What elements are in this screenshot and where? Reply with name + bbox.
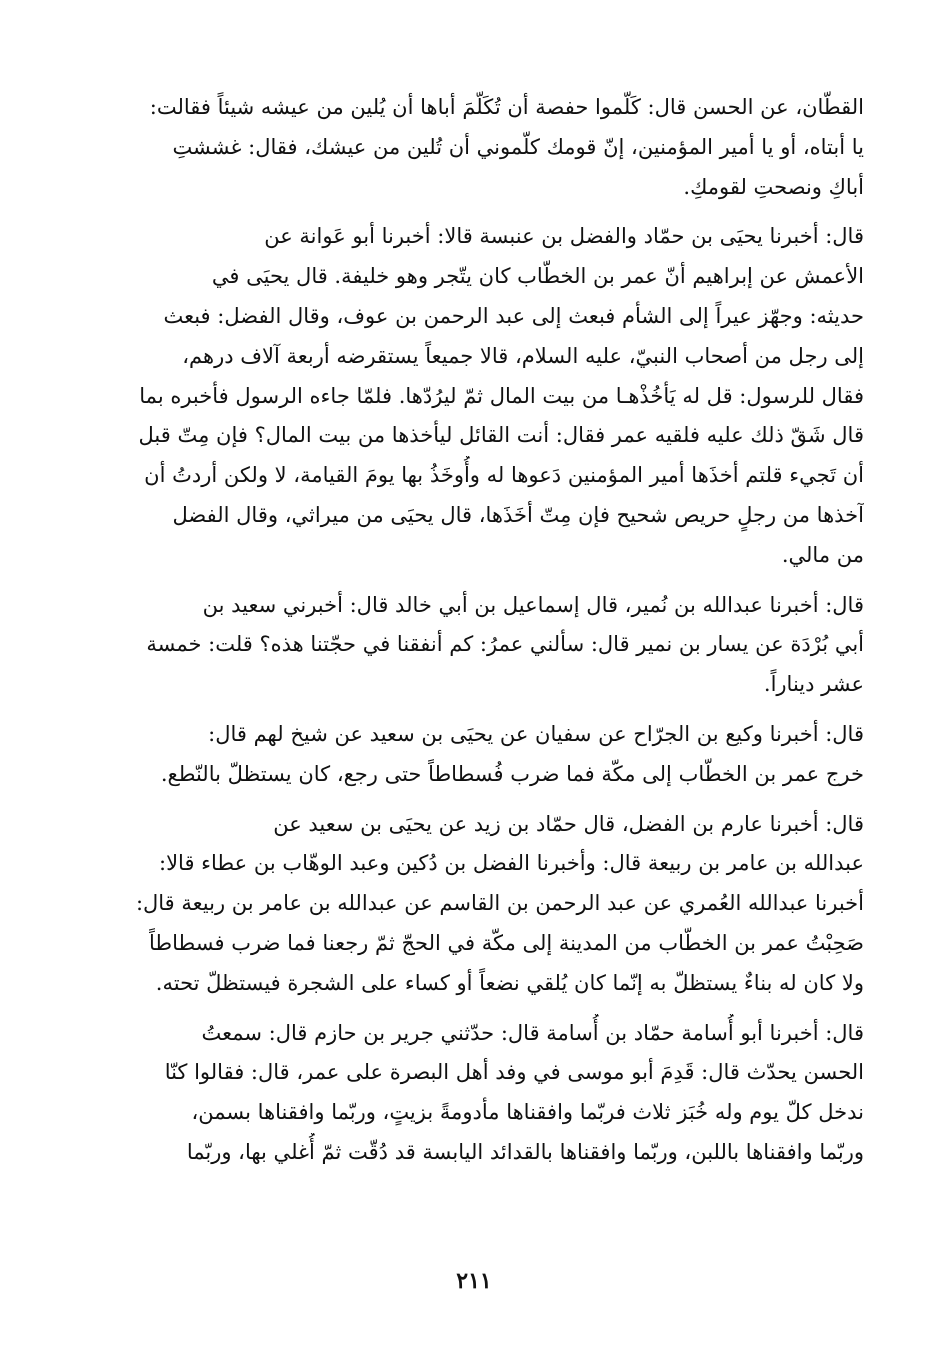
text-line: الحسن يحدّث قال: قَدِمَ أبو موسى في وفد أهل البصرة على عمر، قال: فقالوا كنّا bbox=[164, 1060, 864, 1085]
text-line: قال: أخبرنا وكيع بن الجرّاح عن سفيان عن يحيَى بن سعيد عن شيخ لهم قال: bbox=[208, 721, 864, 746]
text-line: وربّما وافقناها باللبن، وربّما وافقناها بالقدائد اليابسة قد دُقّت ثمّ أُغلي بها، وربّما bbox=[186, 1139, 864, 1164]
text-line: أباكِ ونصحتِ لقومكِ. bbox=[683, 174, 864, 199]
page-number: ٢١١ bbox=[456, 1268, 492, 1294]
text-line: قال: أخبرنا عبدالله بن نُمير، قال إسماعيل بن أبي خالد قال: أخبرني سعيد بن bbox=[202, 592, 864, 617]
text-line: قال: أخبرنا أبو أُسامة حمّاد بن أُسامة قال: حدّثني جرير بن حازم قال: سمعتُ bbox=[201, 1020, 864, 1045]
text-line: عشر ديناراً. bbox=[763, 672, 864, 697]
text-line: ولا كان له بناءٌ يستظلّ به إنّما كان يُلقي نضعاً أو كساء على الشجرة فيستظلّ تحته. bbox=[155, 970, 864, 995]
text-line: صَحِبْتُ عمر بن الخطّاب من المدينة إلى مكّة في الحجّ ثمّ رجعنا فما ضرب فسطاطاً bbox=[149, 930, 864, 955]
text-line: أبي بُرْدَة عن يسار بن نمير قال: سألني عمرُ: كم أنفقنا في حجّتنا هذه؟ قلت: خمسة bbox=[146, 632, 864, 657]
text-line: الأعمش عن إبراهيم أنّ عمر بن الخطّاب كان يتّجر وهو خليفة. قال يحيَى في bbox=[211, 264, 864, 289]
text-line: القطّان، عن الحسن قال: كَلّموا حفصة أن تُكَلّمَ أباها أن يُلين من عيشه شيئاً فقالت: bbox=[149, 95, 864, 119]
text-line: ندخل كلّ يوم وله خُبَز ثلاث فربّما وافقناها مأدومةً بزيتٍ، وربّما وافقناها بسمن، bbox=[191, 1100, 864, 1125]
paragraph bbox=[100, 715, 864, 795]
text-line: حديثه: وجهّز عيراً إلى الشأم فبعث إلى عبد الرحمن بن عوف، وقال الفضل: فبعث bbox=[163, 303, 864, 328]
text-line: من مالي. bbox=[781, 542, 864, 567]
text-line: أن تَجيء قلتم أخذَها أمير المؤمنين دَعوها له وأُوخَذُ بها يومَ القيامة، لا ولكن أردتُ أن bbox=[144, 463, 864, 488]
paragraph bbox=[100, 1014, 864, 1173]
text-line: أخبرنا عبدالله العُمري عن عبد الرحمن بن القاسم عن عبدالله بن عامر بن ربيعة قال: bbox=[135, 891, 864, 916]
text-line: قال: أخبرنا عارم بن الفضل، قال حمّاد بن زيد عن يحيَى بن سعيد عن bbox=[273, 811, 864, 836]
paragraph bbox=[100, 217, 864, 575]
text-line: يا أبتاه، أو يا أمير المؤمنين، إنّ قومك كلّموني أن تُلين من عيشك، فقال: غششتِ bbox=[172, 134, 864, 159]
paragraph bbox=[100, 586, 864, 705]
text-line: خرج عمر بن الخطّاب إلى مكّة فما ضرب فُسطاطاً حتى رجع، كان يستظلّ بالنّطع. bbox=[160, 761, 864, 786]
text-line: عبدالله بن عامر بن ربيعة قال: وأخبرنا الفضل بن دُكين وعبد الوهّاب بن عطاء قالا: bbox=[159, 851, 864, 876]
text-line: قال: أخبرنا يحيَى بن حمّاد والفضل بن عنبسة قالا: أخبرنا أبو عَوانة عن bbox=[264, 224, 864, 249]
main-text bbox=[100, 88, 864, 1173]
text-line: قال شَقّ ذلك عليه فلقيه عمر فقال: أنت القائل ليأخذها من بيت المال؟ فإن مِتّ قبل bbox=[138, 423, 864, 448]
text-line: آخذها من رجلٍ حريص شحيح فإن مِتّ أخَذَها، قال يحيَى من ميراثي، وقال الفضل bbox=[172, 502, 864, 527]
text-line: إلى رجل من أصحاب النبيّ، عليه السلام، قالا جميعاً يستقرضه أربعة آلاف درهم، bbox=[182, 343, 864, 368]
paragraph bbox=[100, 805, 864, 1004]
paragraph bbox=[100, 88, 864, 207]
text-line: فقال للرسول: قل له يَأخُذْهـا من بيت المال ثمّ ليرُدّها. فلمّا جاءه الرسول فأخبره بما bbox=[139, 383, 864, 408]
